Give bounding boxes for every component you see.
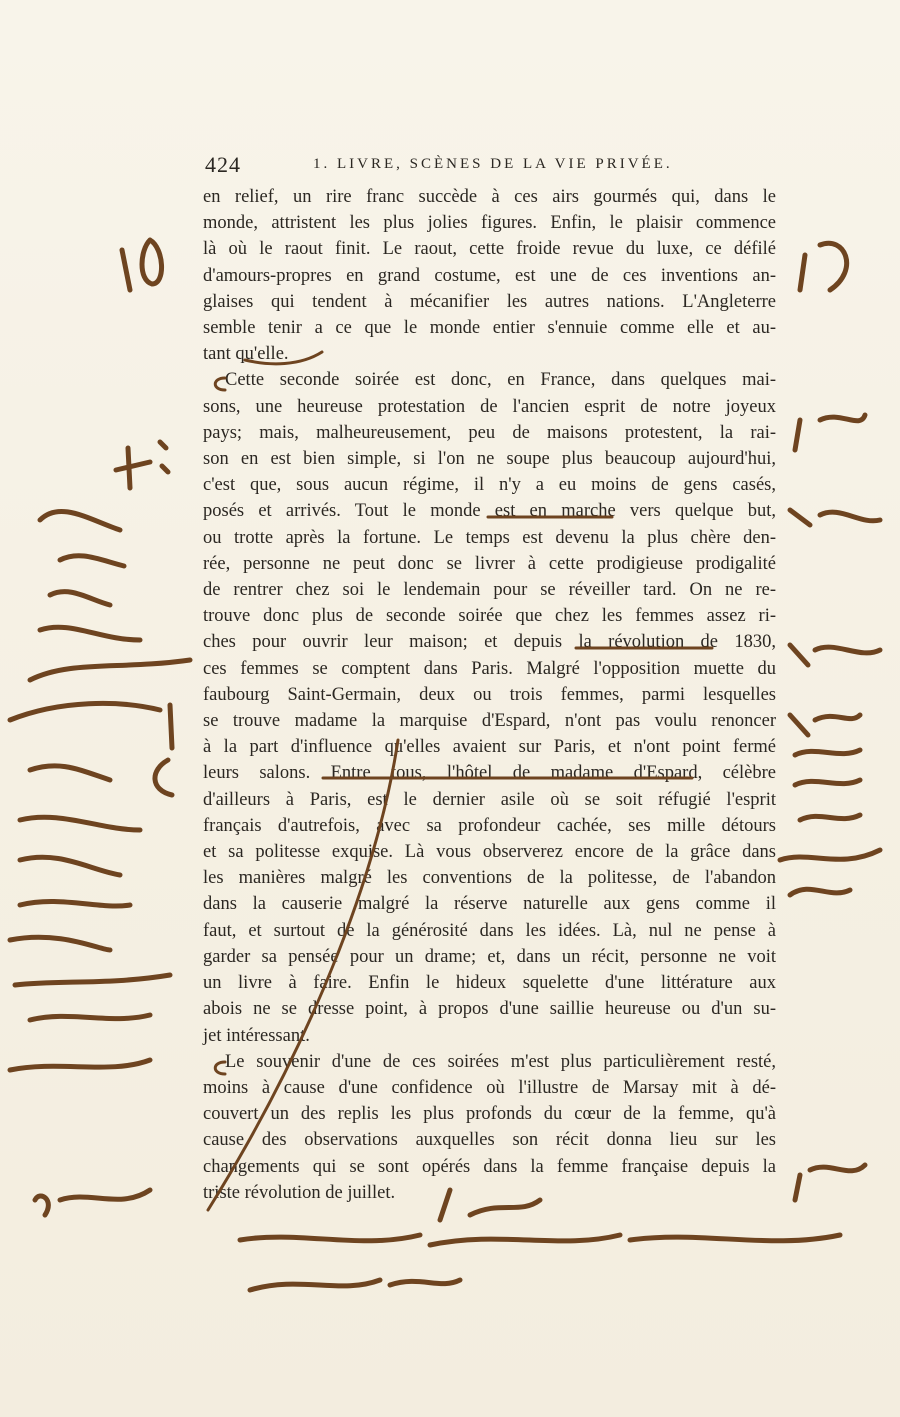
text-line: à la part d'influence qu'elles avaient sur Paris, et n'ont point fermé xyxy=(203,737,776,758)
text-line: faut, et surtout de la générosité dans les idées. Là, nul ne pense à xyxy=(203,920,776,941)
margin-note-mark xyxy=(790,510,880,525)
text-line: se trouve madame la marquise d'Espard, n'ont pas voulu renoncer xyxy=(203,711,776,732)
text-line: son en est bien simple, si l'on ne soupe plus beaucoup aujourd'hui, xyxy=(203,449,776,470)
text-line: tant qu'elle. xyxy=(203,344,289,365)
text-line: ou trotte après la fortune. Le temps est devenu la plus chère den- xyxy=(203,527,776,548)
text-line: dans la causerie malgré la réserve naturelle aux gens comme il xyxy=(203,894,776,915)
text-line: triste révolution de juillet. xyxy=(203,1182,396,1203)
text-line: de rentrer chez soi le lendemain pour se réveiller tard. On ne re- xyxy=(203,580,776,601)
text-line: Le souvenir d'une de ces soirées m'est plus particulièrement resté, xyxy=(225,1051,776,1072)
text-line: Cette seconde soirée est donc, en France, dans quelques mai- xyxy=(225,370,776,391)
page-number: 424 xyxy=(205,152,241,177)
text-line: moins à cause d'une confidence où l'illustre de Marsay mit à dé- xyxy=(203,1077,776,1098)
margin-note-mark xyxy=(122,240,162,290)
text-line: posés et arrivés. Tout le monde est en marche vers quelque but, xyxy=(203,501,776,522)
text-line: trouve donc plus de seconde soirée que chez les femmes assez ri- xyxy=(203,606,776,627)
text-line: abois ne se dresse point, à propos d'une saillie heureuse ou d'un su- xyxy=(203,999,776,1020)
margin-note-mark xyxy=(780,750,880,895)
text-line: glaises qui tendent à mécanifier les autres nations. L'Angleterre xyxy=(203,291,776,312)
text-line: changements qui se sont opérés dans la femme française depuis la xyxy=(203,1156,776,1177)
margin-note-mark xyxy=(795,1165,865,1200)
text-line: sons, une heureuse protestation de l'ancien esprit de notre joyeux xyxy=(203,396,776,417)
margin-note-mark xyxy=(116,442,168,488)
text-line: d'amours-propres en grand costume, est une de ces inventions an- xyxy=(203,265,776,286)
text-line: d'ailleurs à Paris, est le dernier asile où se soit réfugié l'esprit xyxy=(203,789,776,810)
text-line: et sa politesse exquise. Là vous observerez encore de la grâce dans xyxy=(203,842,776,863)
text-line: semble tenir a ce que le monde entier s'ennuie comme elle et au- xyxy=(203,318,776,339)
text-line: rée, personne ne peut donc se livrer à cette prodigieuse prodigalité xyxy=(203,553,776,574)
text-line: garder sa pensée pour un drame; et, dans un récit, personne ne voit xyxy=(203,946,776,967)
text-line: là où le raout finit. Le raout, cette froide revue du luxe, ce défilé xyxy=(203,239,776,260)
body-text xyxy=(203,184,776,1206)
margin-note-mark xyxy=(795,415,865,450)
page-header xyxy=(205,152,775,180)
text-line: les manières malgré les conventions de la politesse, de l'abandon xyxy=(203,868,776,889)
text-line: couvert un des replis les plus profonds du cœur de la femme, qu'à xyxy=(203,1104,776,1125)
margin-note-mark xyxy=(790,645,880,665)
margin-note-mark xyxy=(35,1190,150,1215)
text-line: jet intéressant. xyxy=(203,1025,310,1046)
text-line: cause des observations auxquelles son récit donna lieu sur les xyxy=(203,1130,776,1151)
text-line: en relief, un rire franc succède à ces airs gourmés qui, dans le xyxy=(203,187,776,207)
text-line: faubourg Saint-Germain, deux ou trois femmes, parmi lesquelles xyxy=(203,684,776,705)
margin-note-mark xyxy=(10,511,190,1070)
text-line: leurs salons. Entre tous, l'hôtel de madame d'Espard, célèbre xyxy=(203,763,776,784)
text-line: monde, attristent les plus jolies figures. Enfin, le plaisir commence xyxy=(203,213,776,234)
text-line: ches pour ouvrir leur maison; et depuis la révolution de 1830, xyxy=(203,632,776,653)
running-head: 1. LIVRE, SCÈNES DE LA VIE PRIVÉE. xyxy=(313,156,673,172)
text-line: ces femmes se comptent dans Paris. Malgré l'opposition muette du xyxy=(203,658,776,679)
margin-note-mark xyxy=(790,715,860,735)
margin-note-mark xyxy=(800,243,847,290)
text-line: c'est que, sous aucun régime, il n'y a eu moins de gens casés, xyxy=(203,475,776,496)
text-line: pays; mais, malheureusement, peu de maisons protestent, la rai- xyxy=(203,422,776,443)
margin-note-mark xyxy=(155,705,172,795)
text-line: un livre à faire. Enfin le hideux squelette d'une littérature aux xyxy=(203,973,776,994)
text-line: français d'autrefois, avec sa profondeur cachée, ses mille détours xyxy=(203,815,776,836)
